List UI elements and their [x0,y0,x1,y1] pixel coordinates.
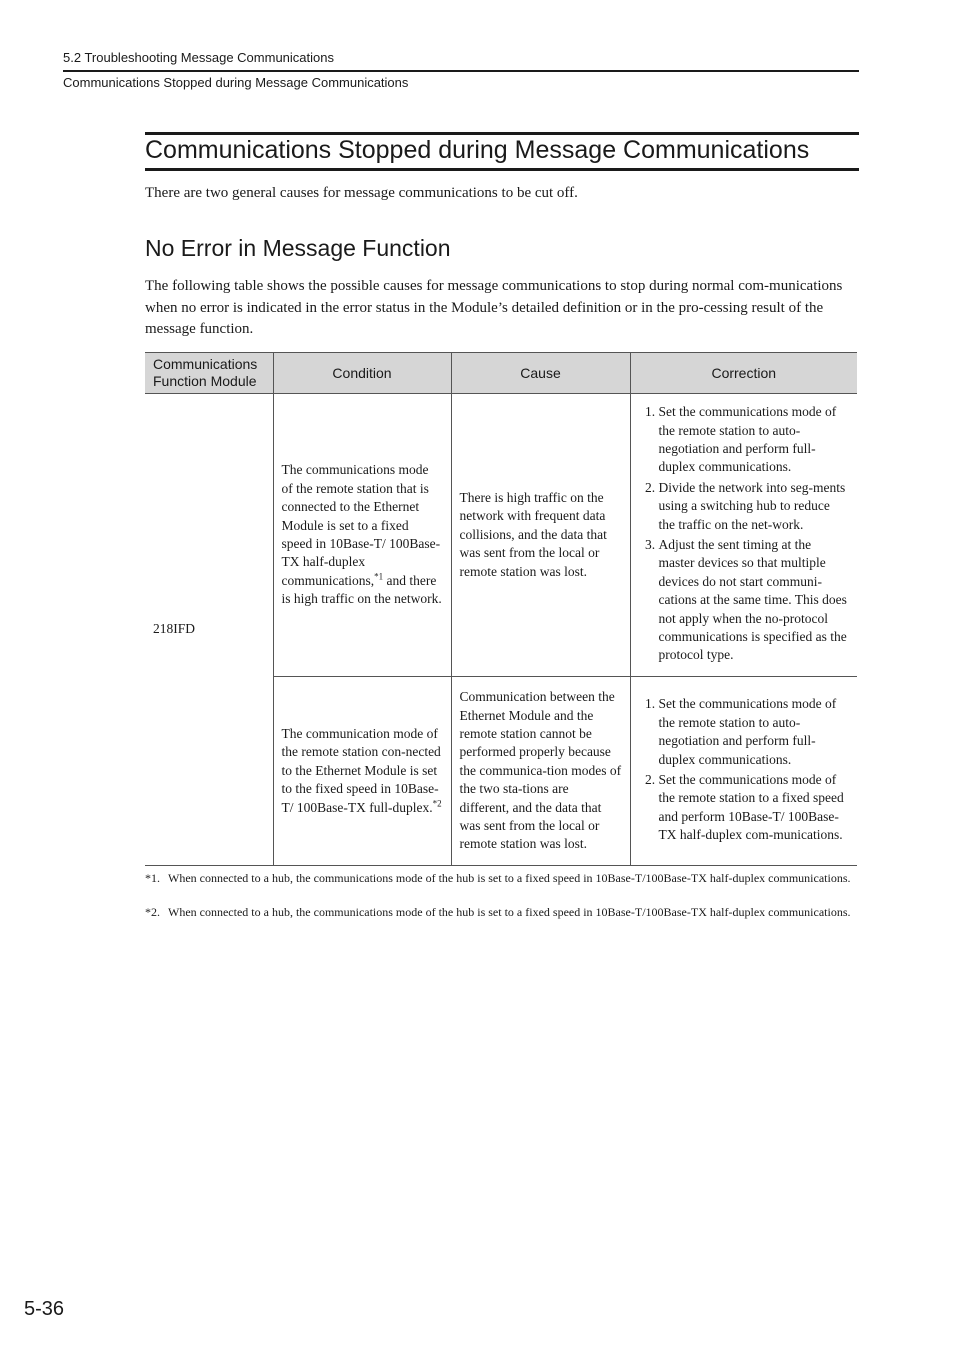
condition-cell [273,677,451,866]
correction-item: 2. Divide the network into seg-ments using a switching hub to reduce the traffic on the net-work. [659,479,850,534]
intro-text: There are two general causes for message communications to be cut off. [145,185,578,201]
condition-cell [273,394,451,677]
correction-list [639,403,850,665]
title-rule-bottom [145,168,859,171]
running-header-section: 5.2 Troubleshooting Message Communications [63,50,334,65]
condition-text: The communication mode of the remote station con-nected to the Ethernet Module is set to the fixed speed in 10Base-T/ 100Base-TX full-duplex. [281,725,441,815]
cause-cell: There is high traffic on the network with frequent data collisions, and the data that was sent from the local or remote station was lost. [451,394,630,677]
section-heading: No Error in Message Function [145,235,451,261]
col-header-module: Communications Function Module [145,353,273,394]
correction-item: 1. Set the communications mode of the remote station to auto-negotiation and perform full-duplex communications. [659,403,850,477]
running-header-subsection: Communications Stopped during Message Communications [63,75,409,90]
module-cell: 218IFD [145,394,273,866]
header-rule [63,70,859,72]
page-title: Communications Stopped during Message Communications [145,136,810,164]
correction-item: 3. Adjust the sent timing at the master devices so that multiple devices do not start communi-cations at the same time. This does not apply when the no-protocol communications is specified as the protocol type. [659,536,850,665]
footnote-text: When connected to a hub, the communications mode of the hub is set to a fixed speed in 10Base-T/100Base-TX half-duplex communications. [168,905,851,919]
correction-item: 2. Set the communications mode of the remote station to a fixed speed and perform 10Base-T/ 100Base-TX half-duplex com-munications. [659,771,850,845]
correction-cell [630,394,857,677]
page-number: 5-36 [24,1298,65,1320]
footnote-text: When connected to a hub, the communications mode of the hub is set to a fixed speed in 10Base-T/100Base-TX half-duplex communications. [168,871,851,885]
troubleshooting-table [145,352,857,866]
cause-cell: Communication between the Ethernet Module and the remote station cannot be performed properly because the communica-tion modes of the two sta-tions are different, and the data that was sent from the local or remote station was lost. [451,677,630,866]
col-header-condition: Condition [273,353,451,394]
footnote-1 [145,870,857,887]
footnote-ref: *1 [374,571,384,582]
correction-item: 1. Set the communications mode of the remote station to auto-negotiation and perform full-duplex communications. [659,695,850,769]
condition-text-cont: and there is high traffic on the network. [281,572,442,607]
footnote-2 [145,904,857,921]
condition-text: The communications mode of the remote station that is connected to the Ethernet Module is set to a fixed speed in 10Base-T/ 100Base-TX half-duplex communications, [281,462,441,588]
correction-list [639,695,850,844]
col-header-correction: Correction [630,353,857,394]
description-paragraph: The following table shows the possible causes for message communications to stop during normal com-munications when no error is indicated in the error status in the Module’s detailed definition or in the pro-cessing result of the message function. [145,278,843,337]
footnote-mark: *1. [145,871,160,885]
correction-cell [630,677,857,866]
table-header-row [145,353,857,394]
col-header-cause: Cause [451,353,630,394]
footnote-ref: *2 [432,798,442,809]
table-row [145,394,857,677]
footnote-mark: *2. [145,905,160,919]
